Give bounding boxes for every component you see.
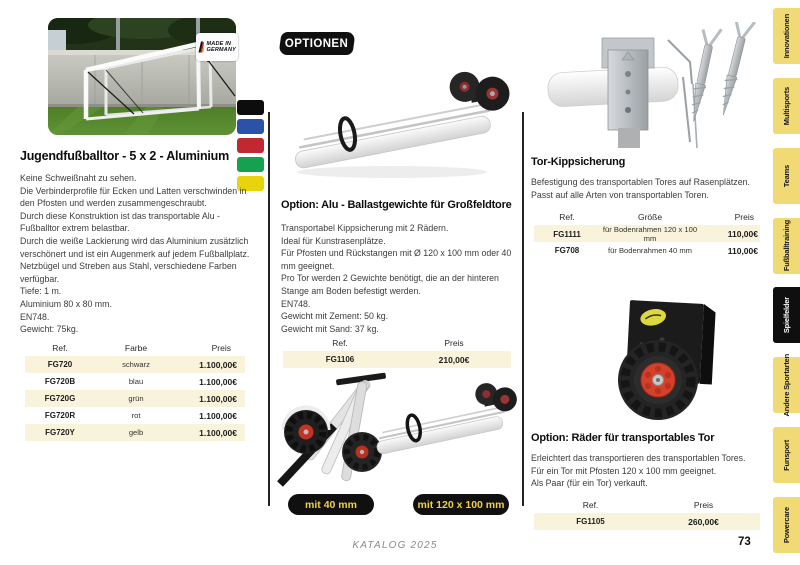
kippsicherung-illustration	[540, 22, 762, 155]
kippsicherung-photo	[540, 22, 762, 155]
table-header-row: Ref. Preis	[582, 499, 714, 510]
ground-screw	[714, 22, 755, 117]
table-header-row: Ref. Preis	[332, 337, 464, 348]
table-row: FG720R rot 1.100,00€	[44, 410, 237, 421]
table-row: FG1105 260,00€	[534, 513, 760, 530]
colors-price-table	[25, 340, 245, 441]
catalog-footer-label: KATALOG 2025	[352, 540, 438, 551]
sidebar-tab-spielfelder[interactable]: Spielfelder	[773, 287, 800, 343]
sidebar-tab-powercare[interactable]: Powercare	[773, 497, 800, 553]
raeder-option-description: Erleichtert das transportieren des transportablen Tores. Für ein Tor mit Pfosten 120 x 100 mm geeignet. Als Paar (für ein Tor) verkauft.	[531, 453, 746, 489]
kippsicherung-price-table	[534, 208, 760, 259]
product-title: Jugendfußballtor - 5 x 2 - Aluminium	[20, 149, 230, 163]
ballast-weight-photo	[282, 62, 522, 197]
option-ballast-description: Transportabel Kippsicherung mit 2 Rädern. Ideal für Kunstrasenplätze. Für Pfosten und Rückstangen mit Ø 120 x 100 mm oder 40 mm geeignet. Pro Tor werden 2 Gewichte benötigt, die an der hinteren Stange am Boden befestigt werden. EN748. Gewicht mit Zement: 50 kg. Gewicht mit Sand: 37 kg.	[281, 223, 512, 334]
table-row: FG708 für Bodenrahmen 40 mm 110,00€	[554, 245, 758, 256]
table-header-row: Ref. Farbe Preis	[52, 343, 231, 353]
sidebar-tab-teams[interactable]: Teams	[773, 148, 800, 204]
table-row: FG720 schwarz 1.100,00€	[25, 356, 245, 373]
beam-120-photo	[366, 376, 520, 472]
ground-screw	[684, 26, 722, 124]
ballast-weight-illustration	[282, 62, 522, 197]
table-header-row: Ref. Größe Preis	[559, 211, 754, 222]
table-row: FG720B blau 1.100,00€	[44, 376, 237, 387]
table-row: FG1111 für Bodenrahmen 120 x 100 mm 110,00€	[534, 225, 760, 242]
table-row: FG1106 210,00€	[283, 351, 511, 368]
product-description: Keine Schweißnaht zu sehen. Die Verbinderprofile für Ecken und Latten verschwinden in den Pfosten und werden zusammengeschraubt. Durch diese Konstruktion ist das transportable Alu - Fußballtor extrem belastbar. Durch die weiße Lackierung wird das Aluminium zusätzlich verschönert und ist ein Augenmerk auf jedem Fußballplatz. Netzbügel und Streben aus Stahl, verschiedene Farben verfügbar. Tiefe: 1 m. Aluminium 80 x 80 mm. EN748. Gewicht: 75kg.	[20, 173, 250, 335]
page-number: 73	[738, 536, 751, 548]
beam-120-illustration	[366, 376, 520, 472]
kippsicherung-title: Tor-Kippsicherung	[531, 156, 626, 168]
swatch-blau	[237, 119, 264, 134]
column-divider	[268, 112, 270, 506]
ballast-price-table	[283, 334, 511, 368]
made-in-germany-badge	[196, 33, 238, 61]
column-divider	[522, 112, 524, 506]
table-row: FG720G grün 1.100,00€	[25, 390, 245, 407]
option-ballast-title: Option: Alu - Ballastgewichte für Großfeldtore	[281, 199, 512, 211]
transport-wheel-photo	[596, 296, 728, 426]
sidebar-tab-innovationen[interactable]: Innovationen	[773, 8, 800, 64]
kippsicherung-description: Befestigung des transportablen Tores auf Rasenplätzen. Passt auf alle Arten von transportablen Toren.	[531, 177, 750, 200]
pill-mit-120x100mm: mit 120 x 100 mm	[413, 494, 509, 515]
germany-flag-swoosh-icon	[198, 36, 204, 58]
swatch-schwarz	[237, 100, 264, 115]
sidebar-tab-fussballtraining[interactable]: Fußballtraining	[773, 218, 800, 274]
pill-mit-40mm: mit 40 mm	[288, 494, 374, 515]
optionen-badge: OPTIONEN	[278, 32, 355, 55]
sidebar-tab-andere-sportarten[interactable]: Andere Sportarten	[773, 357, 800, 413]
sidebar-tab-funsport[interactable]: Funsport	[773, 427, 800, 483]
raeder-price-table	[534, 496, 760, 530]
table-row: FG720Y gelb 1.100,00€	[25, 424, 245, 441]
sidebar-tab-multisports[interactable]: Multisports	[773, 78, 800, 134]
made-in-germany-label: MADE IN GERMANY	[206, 40, 236, 53]
raeder-option-title: Option: Räder für transportables Tor	[531, 432, 715, 444]
transport-wheel-illustration	[596, 296, 728, 426]
